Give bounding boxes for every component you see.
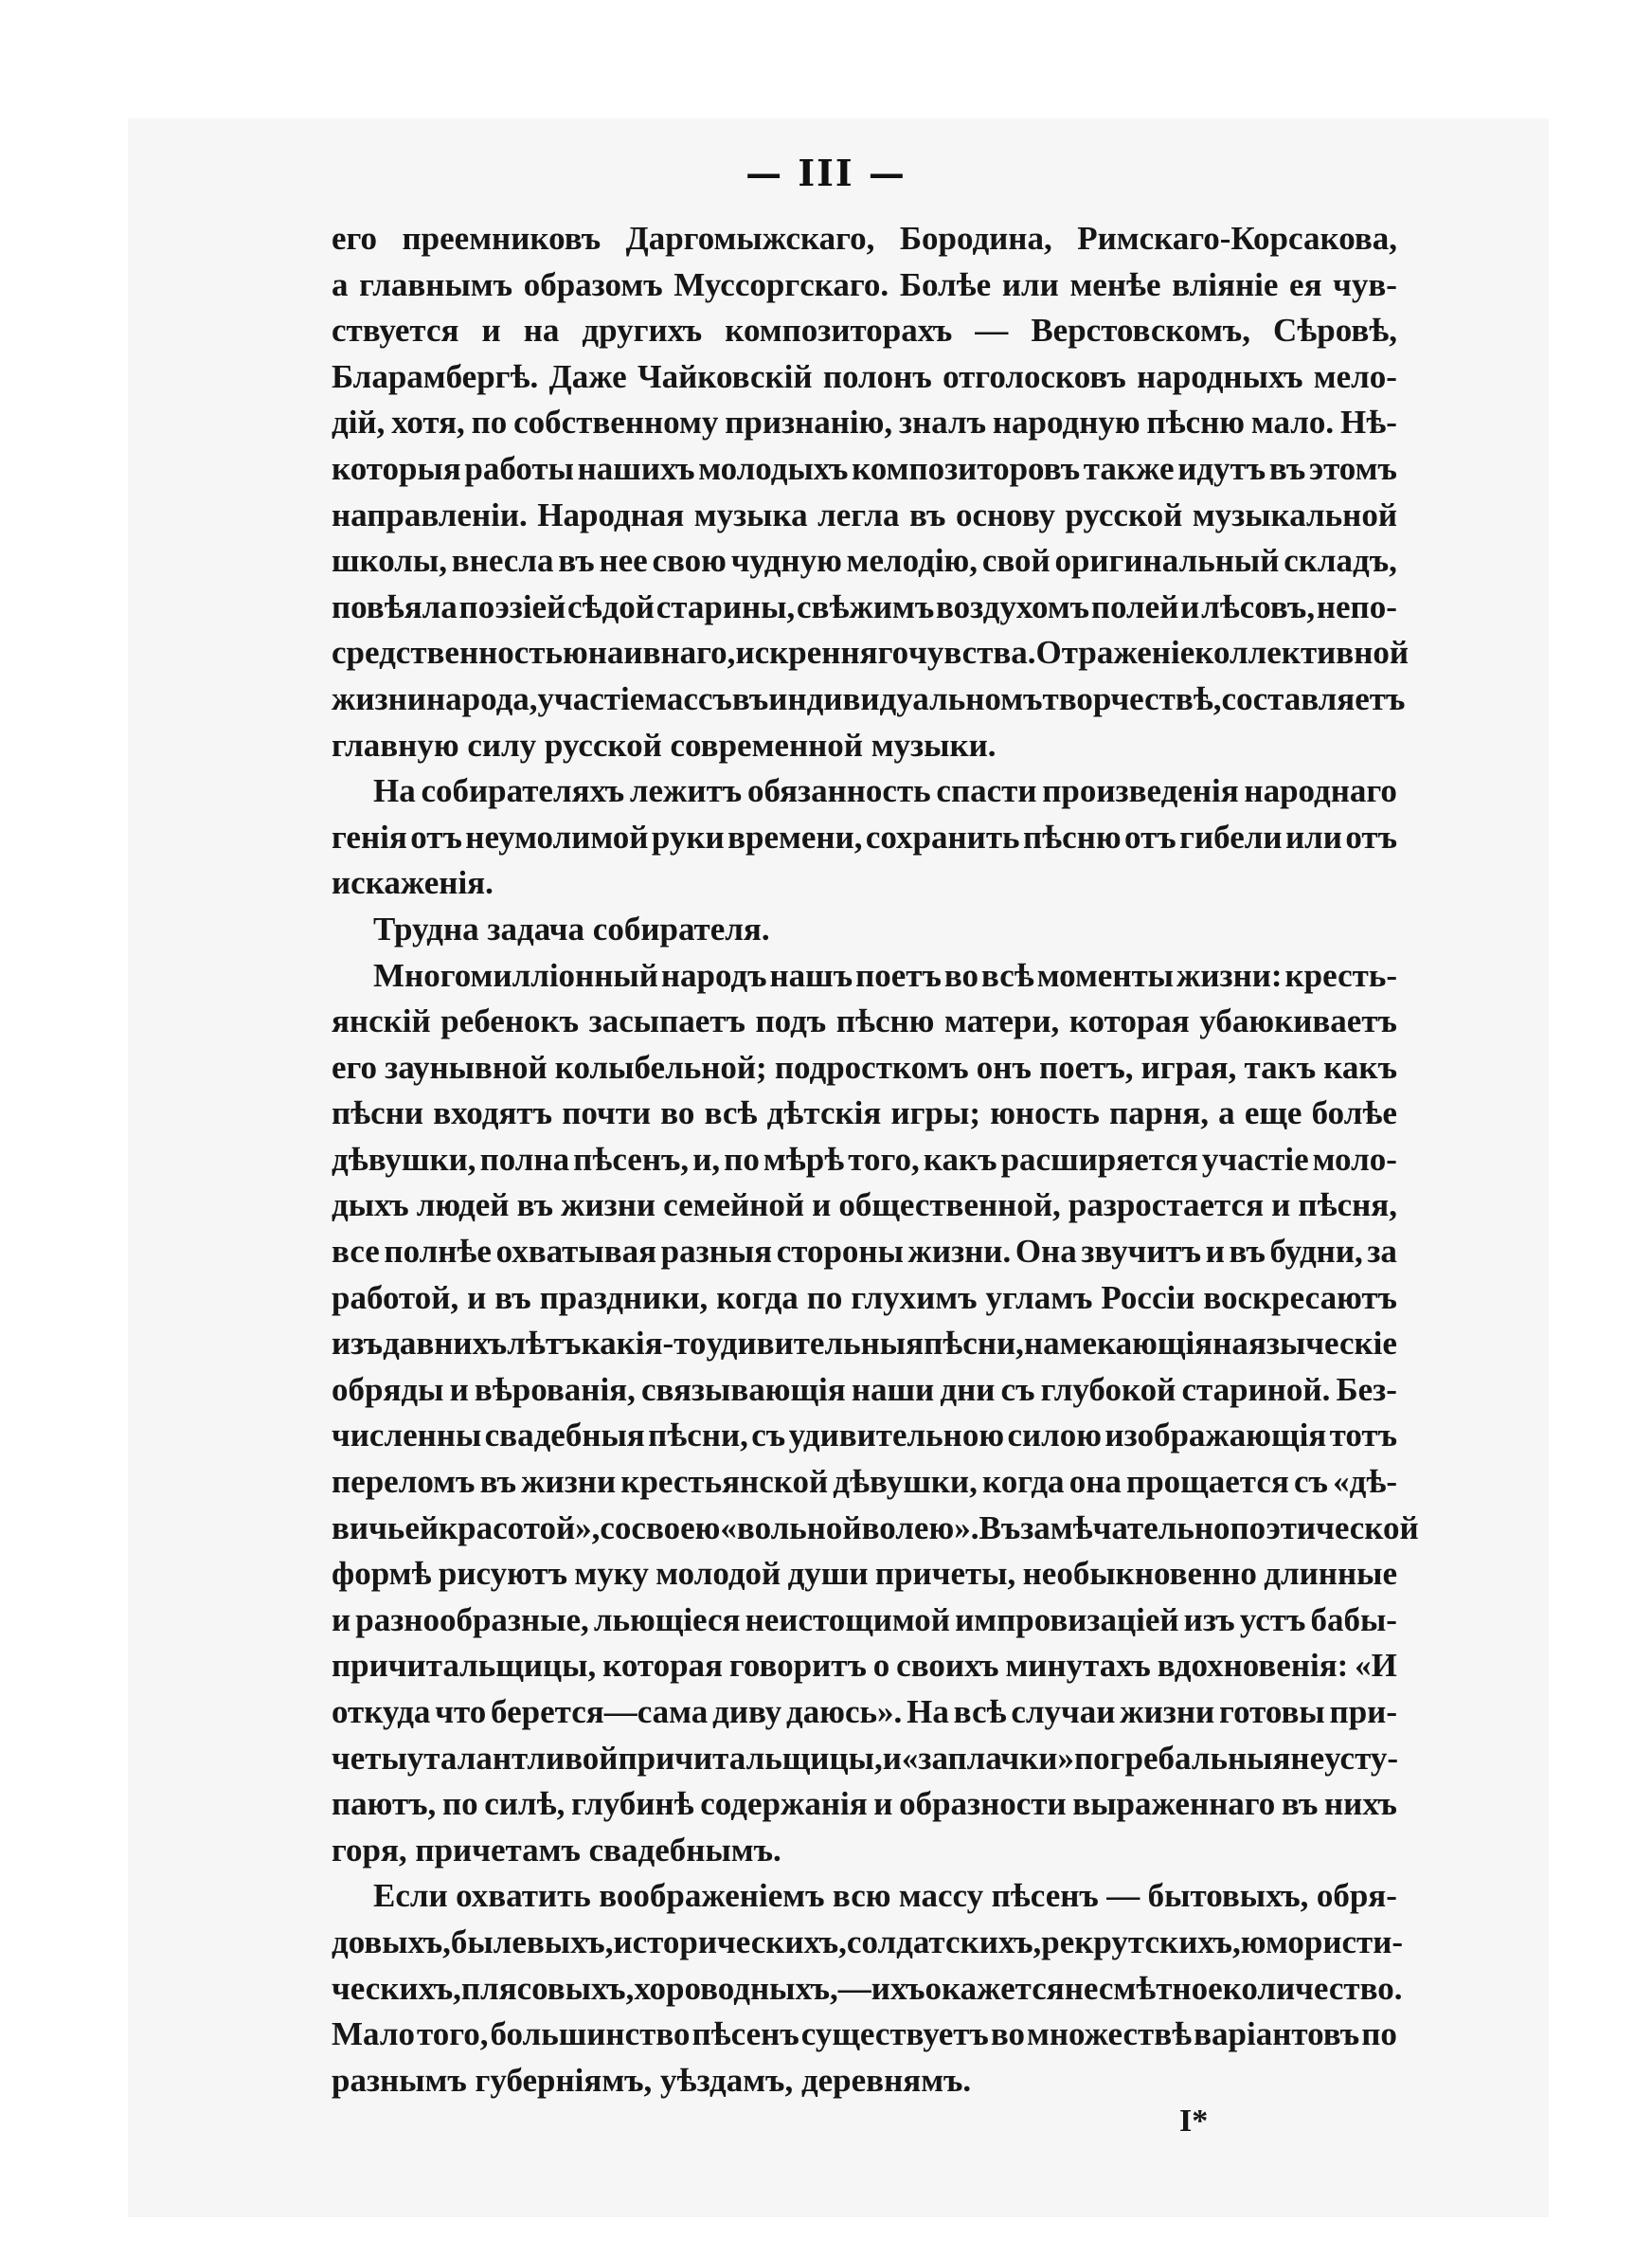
text-line: Если охватить воображеніемъ всю массу пѣсенъ — бытовыхъ, обря- [373, 1877, 1397, 1915]
text-line: Бларамбергѣ. Даже Чайковскій полонъ отголосковъ народныхъ мело- [332, 357, 1397, 395]
text-line: откуда что берется—сама диву даюсь». На всѣ случаи жизни готовы при- [332, 1693, 1397, 1730]
text-line: ческихъ, плясовыхъ, хороводныхъ, — ихъ окажется несмѣтное количество. [332, 1969, 1403, 2007]
text-line: все полнѣе охватывая разныя стороны жизни. Она звучитъ и въ будни, за [332, 1233, 1397, 1271]
text-line: пѣсни входятъ почти во всѣ дѣтскія игры; юность парня, а еще болѣе [332, 1094, 1397, 1132]
text-line: причитальщицы, которая говоритъ о своихъ минутахъ вдохновенія: «И [332, 1647, 1397, 1685]
text-line: разнымъ губерніямъ, уѣздамъ, деревнямъ. [332, 2061, 972, 2099]
paragraph [332, 768, 1397, 907]
page-number-header: — III — [745, 152, 907, 194]
text-line: изъ давнихъ лѣтъ какія-то удивительныя пѣсни, намекающія на языческіе [332, 1325, 1397, 1363]
text-line: средственностью наивнаго, искренняго чувства. Отраженіе коллективной [332, 634, 1410, 672]
body-text [332, 216, 1419, 2104]
text-line: дыхъ людей въ жизни семейной и общественной, разростается и пѣсня, [332, 1186, 1397, 1224]
text-line: численны свадебныя пѣсни, съ удивительною силою изображающія тотъ [332, 1417, 1397, 1454]
paragraph [332, 953, 1419, 1874]
paragraph [332, 1873, 1404, 2104]
text-line: Многомилліонный народъ нашъ поетъ во всѣ моменты жизни: кресть- [373, 956, 1397, 994]
text-line: обряды и вѣрованія, связывающія наши дни съ глубокой стариной. Без- [332, 1370, 1397, 1408]
text-line: янскій ребенокъ засыпаетъ подъ пѣсню матери, которая убаюкиваетъ [332, 1002, 1397, 1040]
text-line: а главнымъ образомъ Муссоргскаго. Болѣе или менѣе вліяніе ея чув- [332, 265, 1397, 303]
text-line: направленіи. Народная музыка легла въ основу русской музыкальной [332, 496, 1397, 533]
text-line: и разнообразные, льющіеся неистощимой импровизаціей изъ устъ бабы- [332, 1600, 1397, 1638]
paragraph [332, 216, 1410, 768]
text-line: школы, внесла въ нее свою чудную мелодію, свой оригинальный складъ, [332, 542, 1397, 580]
text-line: жизни народа, участіе массъ въ индивидуальномъ творчествѣ, составляетъ [332, 679, 1406, 717]
text-line: довыхъ, былевыхъ, историческихъ, солдатскихъ, рекрутскихъ, юмористи- [332, 1923, 1404, 1960]
text-line: дѣвушки, полна пѣсенъ, и, по мѣрѣ того, какъ расширяется участіе моло- [332, 1140, 1397, 1178]
text-line: повѣяла поэзіей сѣдой старины, свѣжимъ воздухомъ полей и лѣсовъ, непо- [332, 587, 1397, 625]
text-line: ствуется и на другихъ композиторахъ — Верстовскомъ, Сѣровѣ, [332, 312, 1397, 350]
text-line: его преемниковъ Даргомыжскаго, Бородина, Римскаго-Корсакова, [332, 220, 1397, 257]
text-line: Трудна задача собирателя. [373, 910, 770, 948]
text-line: паютъ, по силѣ, глубинѣ содержанія и образности выраженнаго въ нихъ [332, 1785, 1397, 1823]
text-line: дій, хотя, по собственному признанію, зналъ народную пѣсню мало. Нѣ- [332, 404, 1397, 442]
signature-mark: I* [1179, 2104, 1209, 2139]
text-line: искаженія. [332, 864, 494, 902]
text-line: переломъ въ жизни крестьянской дѣвушки, когда она прощается съ «дѣ- [332, 1463, 1397, 1501]
text-line: главную силу русской современной музыки. [332, 726, 997, 764]
text-line: горя, причетамъ свадебнымъ. [332, 1831, 781, 1869]
text-line: генія отъ неумолимой руки времени, сохранить пѣсню отъ гибели или отъ [332, 818, 1397, 856]
text-line: формѣ рисуютъ муку молодой души причеты, необыкновенно длинные [332, 1555, 1397, 1593]
text-line: которыя работы нашихъ молодыхъ композиторовъ также идутъ въ этомъ [332, 449, 1397, 487]
text-line: четы у талантливой причитальщицы, и «заплачки» погребальныя не усту- [332, 1739, 1398, 1777]
text-line: работой, и въ праздники, когда по глухимъ угламъ Россіи воскресаютъ [332, 1278, 1397, 1316]
text-line: вичьей красотой», со своею «вольной волею». Въ замѣчательно поэтической [332, 1508, 1419, 1546]
text-line: На собирателяхъ лежитъ обязанность спасти произведенія народнаго [373, 772, 1397, 810]
text-line: Мало того, большинство пѣсенъ существуетъ во множествѣ варіантовъ по [332, 2015, 1397, 2053]
text-line: его заунывной колыбельной; подросткомъ онъ поетъ, играя, такъ какъ [332, 1048, 1397, 1086]
paragraph [332, 907, 1397, 953]
